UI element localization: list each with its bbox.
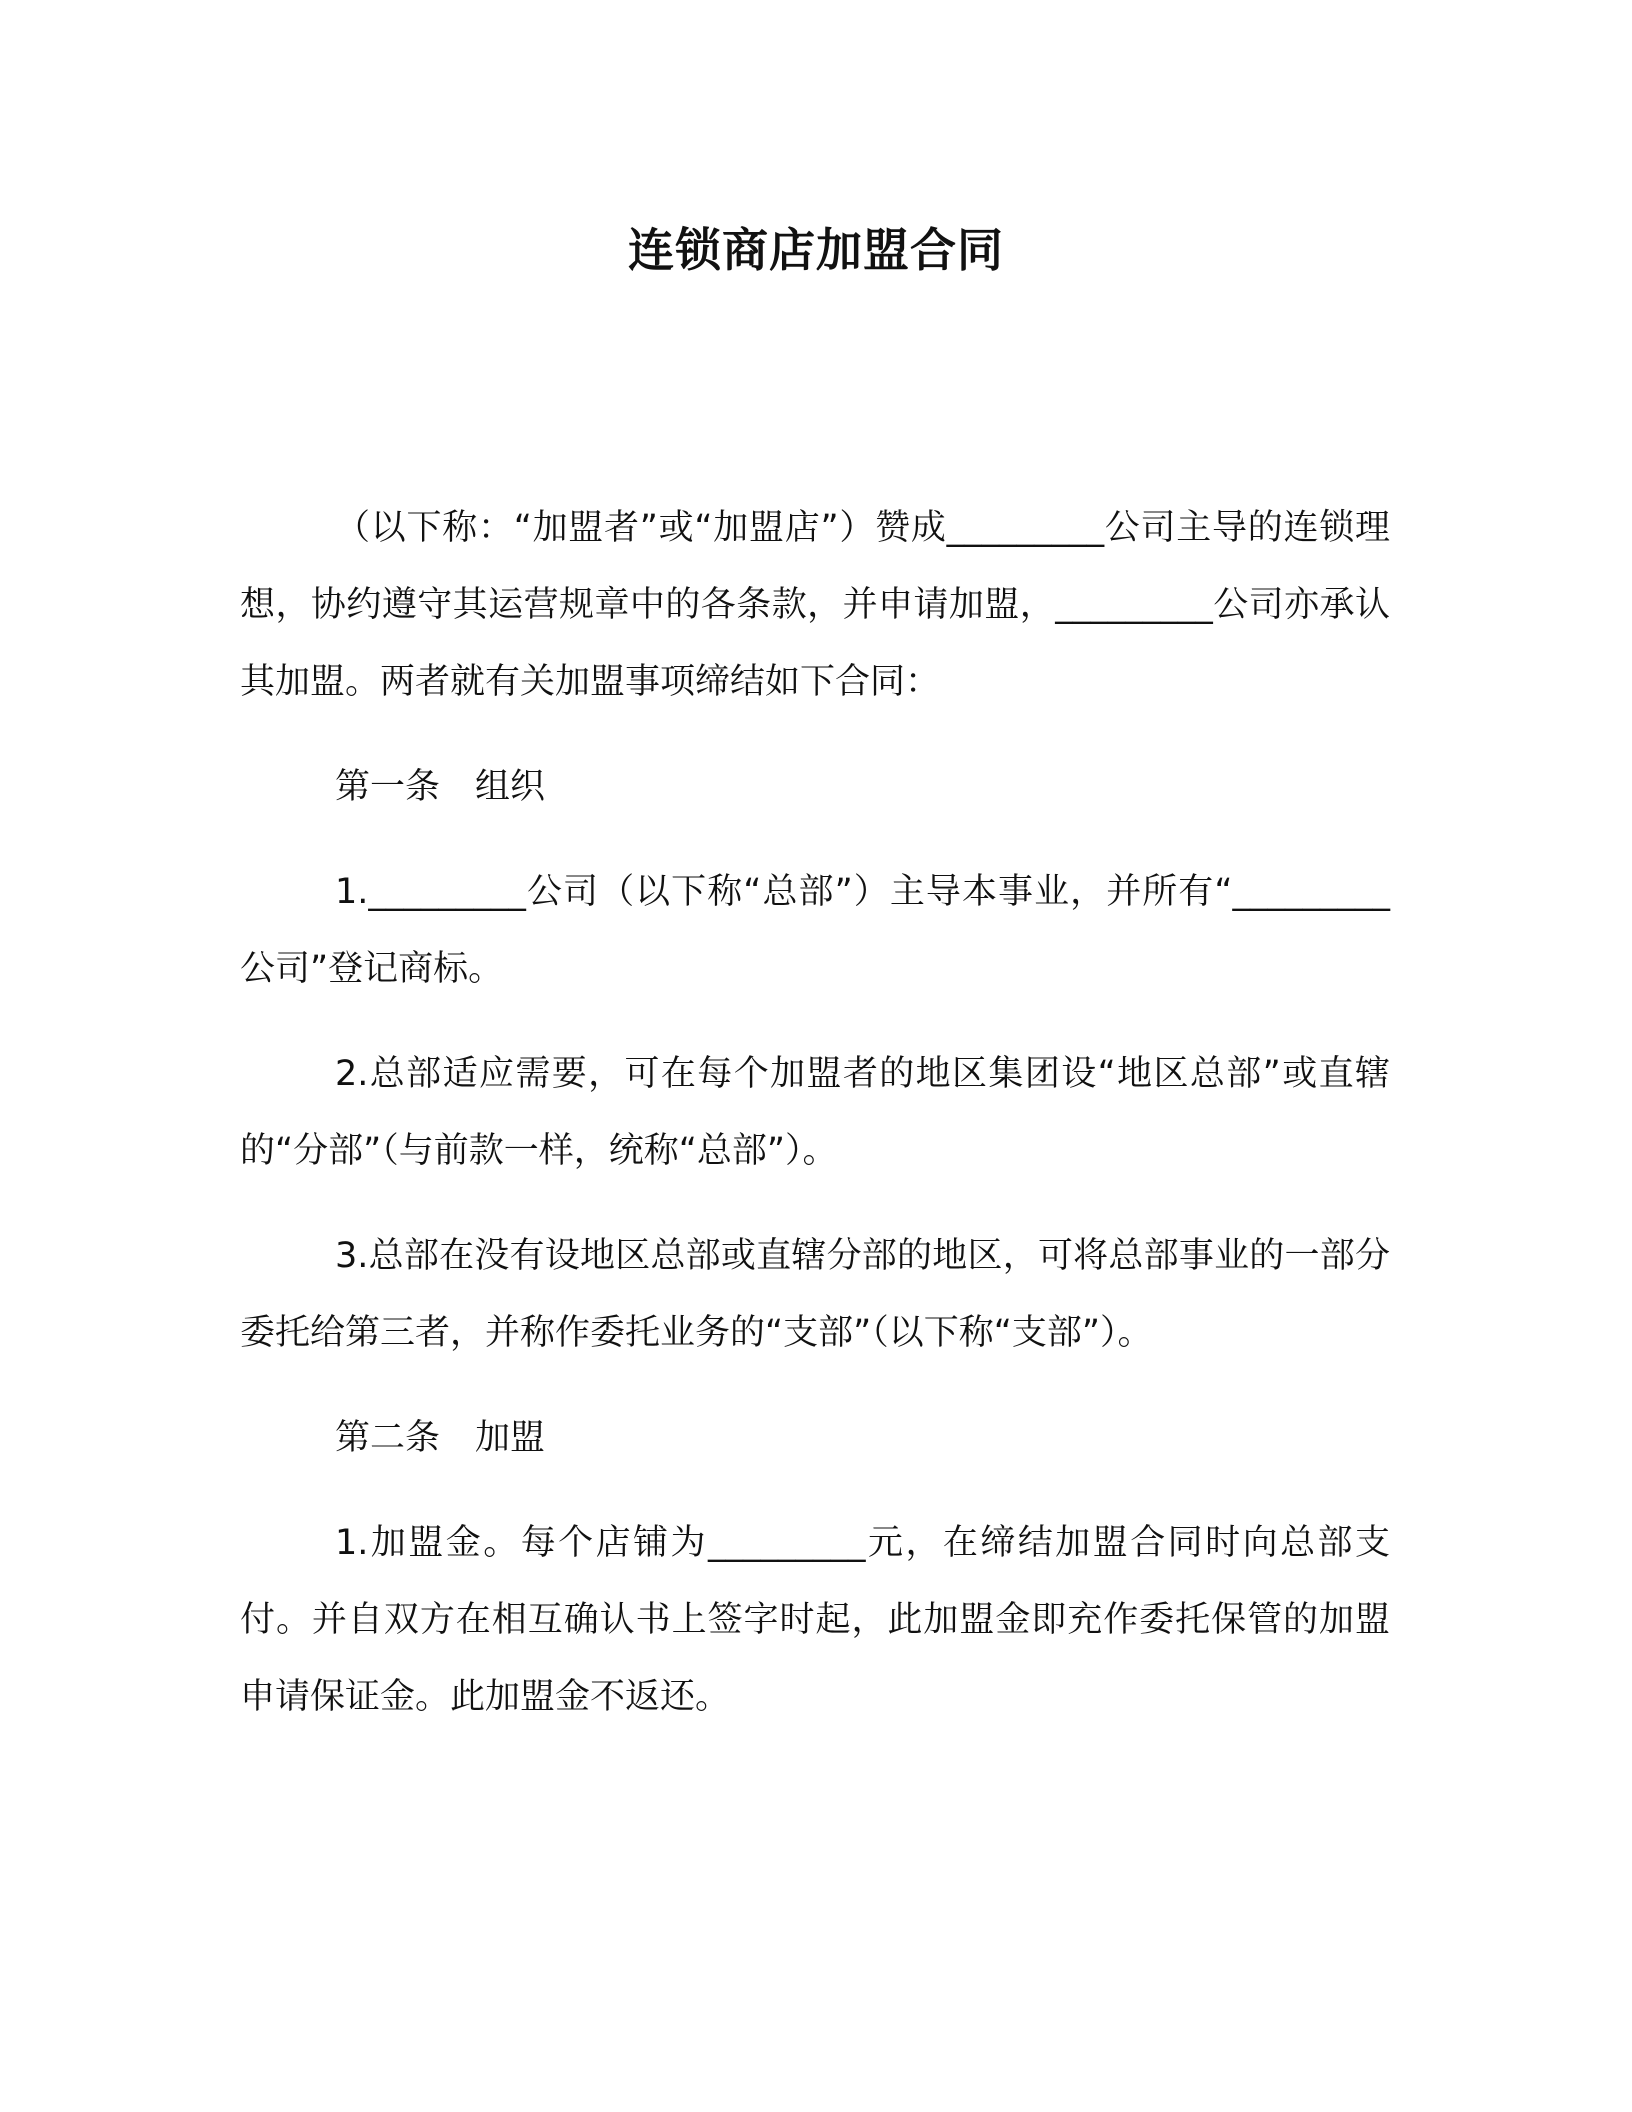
intro-paragraph: （以下称：“加盟者”或“加盟店”）赞成_________公司主导的连锁理想，协约遵守其运营规章中的各条款，并申请加盟，_________公司亦承认其加盟。两者就有关加盟事项缔结如下合同： [240, 508, 1390, 702]
article-2-heading: 第二条 加盟 [335, 1418, 546, 1458]
contract-body [240, 490, 1390, 1764]
article-1-item-1: 1._________公司（以下称“总部”）主导本事业，并所有“_________公司”登记商标。 [240, 872, 1390, 989]
contract-title: 连锁商店加盟合同 [628, 223, 1004, 277]
article-1-item-3: 3.总部在没有设地区总部或直辖分部的地区，可将总部事业的一部分委托给第三者，并称作委托业务的“支部”（以下称“支部”）。 [240, 1236, 1390, 1353]
article-1-item-2: 2.总部适应需要，可在每个加盟者的地区集团设“地区总部”或直辖的“分部”（与前款一样，统称“总部”）。 [240, 1054, 1390, 1171]
article-2-item-1: 1.加盟金。每个店铺为_________元，在缔结加盟合同时向总部支付。并自双方在相互确认书上签字时起，此加盟金即充作委托保管的加盟申请保证金。此加盟金不返还。 [240, 1523, 1390, 1717]
article-1-heading: 第一条 组织 [335, 767, 546, 807]
